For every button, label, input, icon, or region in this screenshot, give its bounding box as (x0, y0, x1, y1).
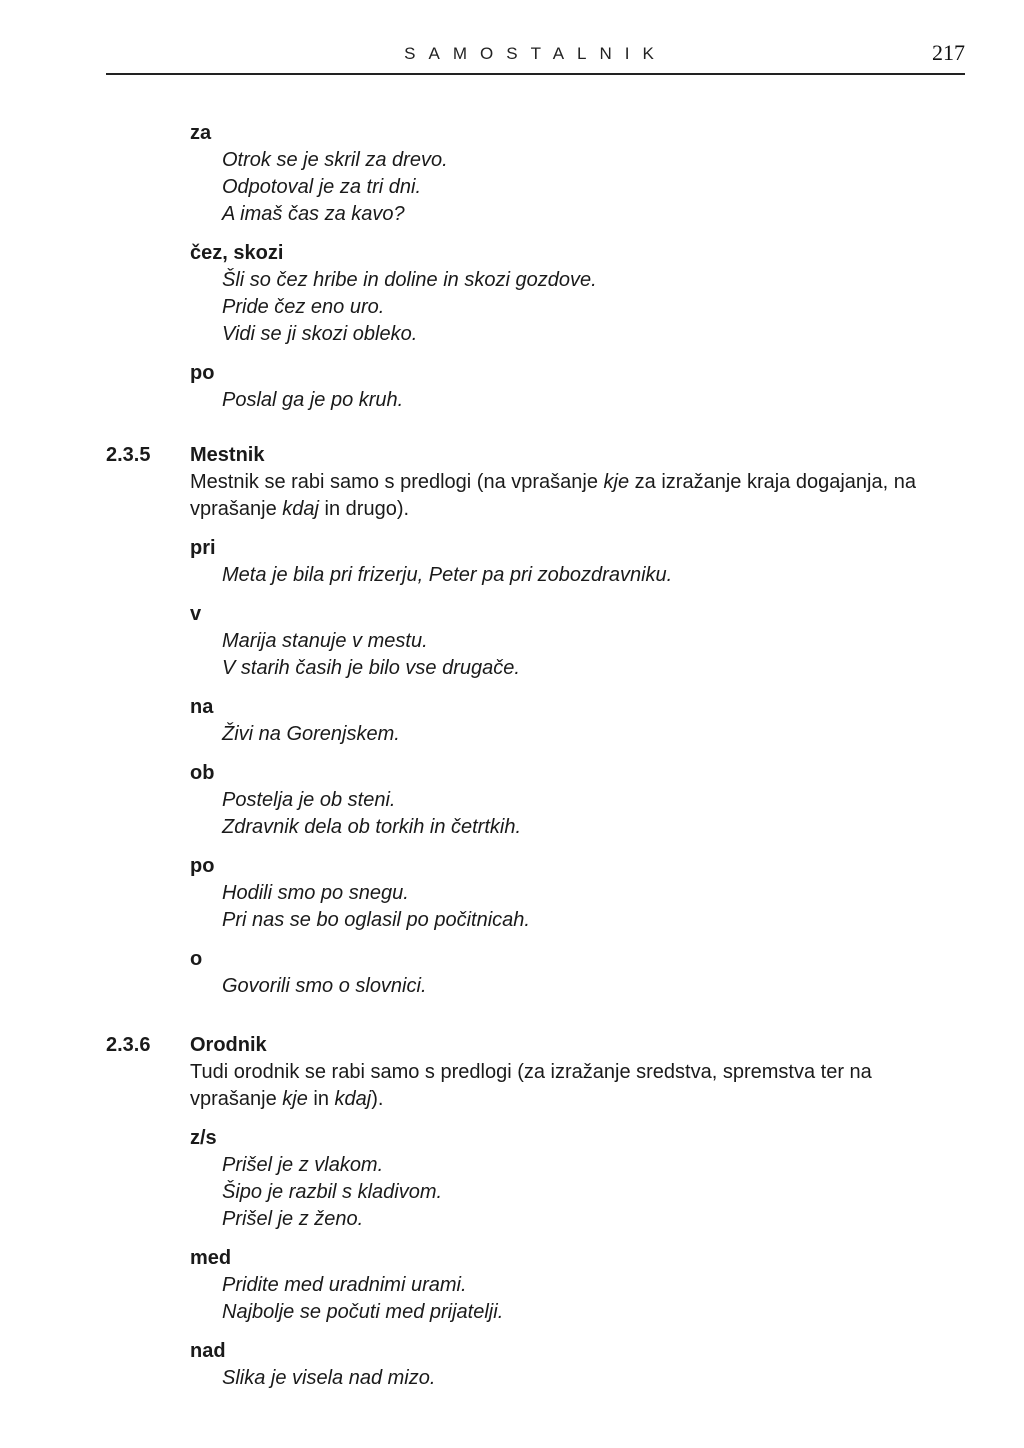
preposition-term: po (190, 855, 215, 877)
example-sentence: Meta je bila pri frizerju, Peter pa pri zobozdravniku. (222, 564, 673, 586)
intro-text: za izražanje kraja dogajanja, na vprašanje (190, 471, 916, 520)
preposition-entry (190, 760, 950, 841)
preposition-term: o (190, 948, 203, 970)
example-sentence: Prišel je z vlakom. (222, 1154, 384, 1176)
example-sentence: Živi na Gorenjskem. (222, 723, 400, 745)
preposition-term: nad (190, 1340, 226, 1362)
preposition-term: na (190, 696, 214, 718)
example-sentence: Marija stanuje v mestu. (222, 630, 428, 652)
intro-emphasis: kdaj (282, 498, 319, 520)
preposition-term: pri (190, 537, 216, 559)
example-sentence: Pri nas se bo oglasil po počitnicah. (222, 909, 530, 931)
example-sentence: Slika je visela nad mizo. (222, 1367, 436, 1389)
preposition-term: čez, skozi (190, 242, 284, 264)
section-number: 2.3.5 (106, 444, 151, 466)
example-sentence: Pridite med uradnimi urami. (222, 1274, 467, 1296)
preposition-term: po (190, 362, 215, 384)
example-sentence: Pride čez eno uro. (222, 296, 385, 318)
intro-text: Mestnik se rabi samo s predlogi (na vprašanje (190, 471, 604, 493)
example-sentence: Najbolje se počuti med prijatelji. (222, 1301, 504, 1323)
intro-emphasis: kje (603, 471, 630, 493)
example-sentence: Vidi se ji skozi obleko. (222, 323, 418, 345)
example-sentence: V starih časih je bilo vse drugače. (222, 657, 520, 679)
preposition-term: ob (190, 762, 215, 784)
intro-emphasis: kje (282, 1088, 308, 1110)
preposition-entry (190, 535, 950, 589)
preposition-term: za (190, 122, 212, 144)
section-intro (190, 1059, 950, 1113)
example-sentence: A imaš čas za kavo? (222, 203, 405, 225)
section-number: 2.3.6 (106, 1034, 151, 1056)
example-sentence: Postelja je ob steni. (222, 789, 396, 811)
example-sentence: Šipo je razbil s kladivom. (222, 1181, 443, 1203)
preposition-entry (190, 1338, 950, 1392)
intro-text: in drugo). (318, 498, 410, 520)
preposition-entry (190, 1245, 950, 1326)
running-title: SAMOSTALNIK (404, 44, 667, 63)
preposition-term: v (190, 603, 202, 625)
section-body (190, 1032, 950, 1404)
example-sentence: Prišel je z ženo. (222, 1208, 364, 1230)
intro-text: in (307, 1088, 335, 1110)
preposition-term: med (190, 1247, 232, 1269)
running-header (106, 40, 965, 75)
intro-emphasis: kdaj (334, 1088, 372, 1110)
example-sentence: Šli so čez hribe in doline in skozi gozdove. (222, 269, 597, 291)
example-sentence: Poslal ga je po kruh. (222, 389, 404, 411)
intro-text: Tudi orodnik se rabi samo s predlogi (za izražanje sredstva, spremstva ter na vprašanje (190, 1061, 872, 1110)
preposition-entry (190, 946, 950, 1000)
preposition-entry (190, 1125, 950, 1233)
section-title: Orodnik (190, 1034, 267, 1056)
intro-text: ). (371, 1088, 384, 1110)
preposition-list-top (190, 120, 950, 426)
preposition-term: z/s (190, 1127, 217, 1149)
preposition-entry (190, 360, 950, 414)
example-sentence: Otrok se je skril za drevo. (222, 149, 448, 171)
example-sentence: Odpotoval je za tri dni. (222, 176, 421, 198)
example-sentence: Govorili smo o slovnici. (222, 975, 427, 997)
preposition-entry (190, 120, 950, 228)
example-sentence: Hodili smo po snegu. (222, 882, 409, 904)
preposition-entry (190, 694, 950, 748)
example-sentence: Zdravnik dela ob torkih in četrtkih. (222, 816, 522, 838)
preposition-entry (190, 240, 950, 348)
preposition-entry (190, 601, 950, 682)
page-number: 217 (932, 40, 965, 65)
section-title: Mestnik (190, 444, 265, 466)
section-intro (190, 469, 950, 523)
preposition-entry (190, 853, 950, 934)
section-body (190, 442, 950, 1012)
